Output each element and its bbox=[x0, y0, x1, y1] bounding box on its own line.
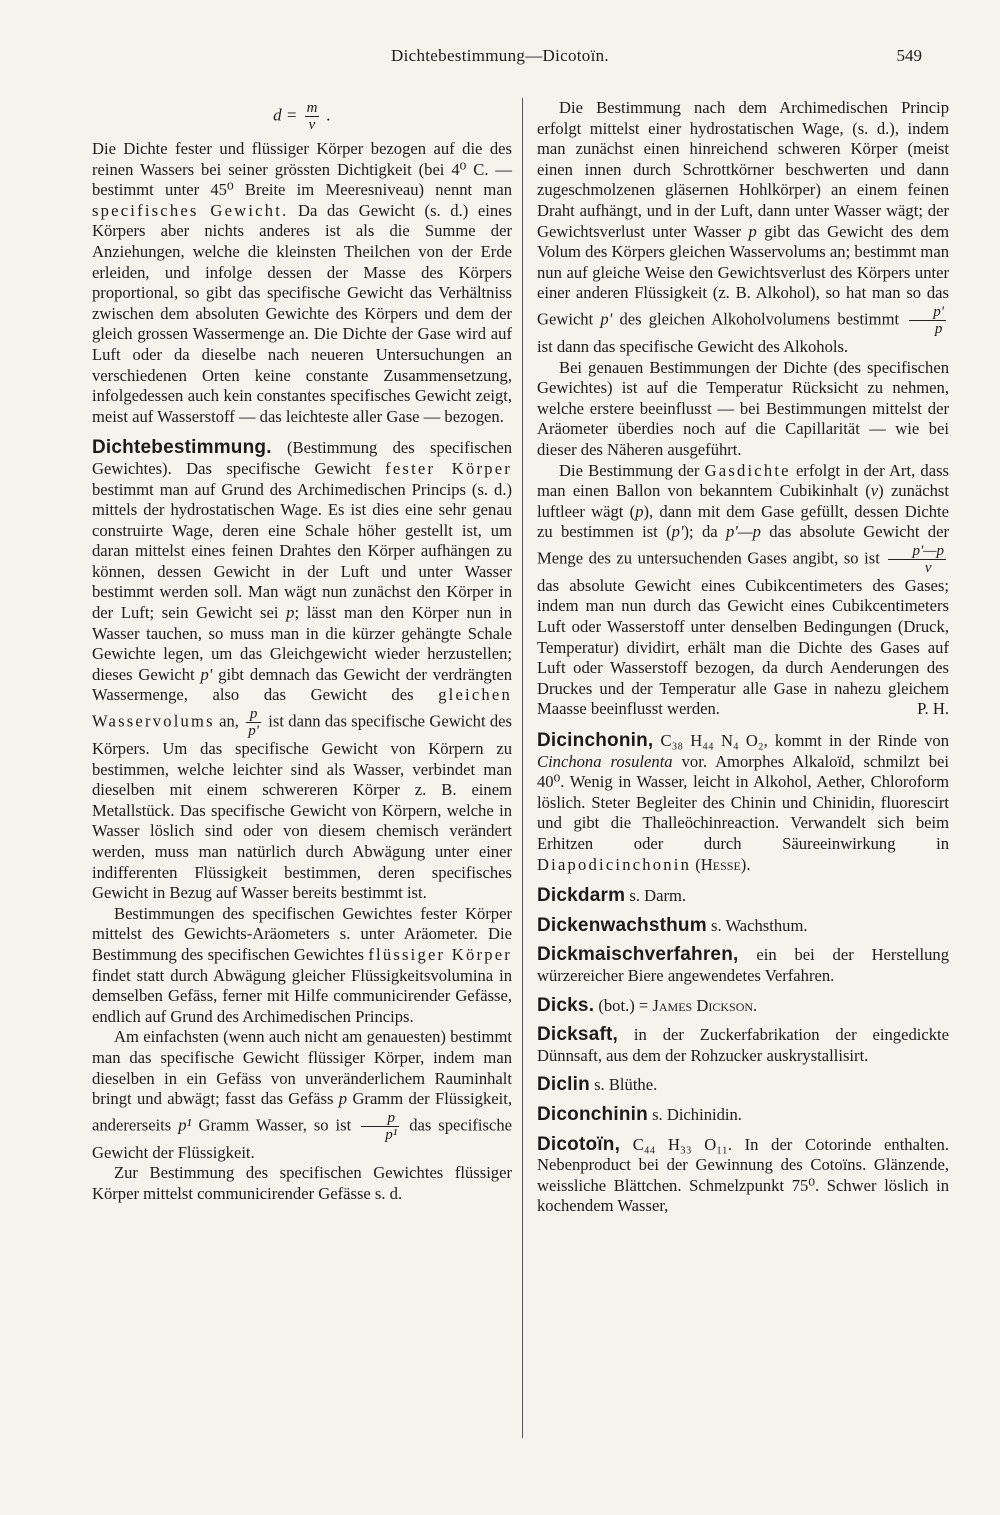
text-run: bestimmt man auf Grund des Archimedischen Princips (s. d.) mittels der hydrostatischen Wage. Es ist dies eine sehr genau construirte Wage, deren eine Schale höher gestellt ist, um daran mittelst eines feinen Drahtes den Körper aufhängen zu können, dessen Gewicht in der Luft und unter Wasser bestimmt werden soll. Man wägt nun zunächst den Körper in der Luft; sein Gewicht sei bbox=[92, 479, 512, 623]
text-run: erfolgt in der Art, dass man einen Ballon von bekanntem Cubikinhalt ( bbox=[537, 460, 949, 501]
text-run: Die Bestimmung nach dem Archimedischen Princip erfolgt mittelst einer hydrostatischen Wage, (s. d.), indem man zunächst einen hinreichend schweren Körper (meist einen innen durch Schrottkörner beschwerten und dann zugeschmolzenen gläsernen Hohlkörper) an einem feinen Draht aufhängt, und in der Luft, dann unter Wasser wägt; der Gewichtsverlust unter Wasser bbox=[537, 98, 949, 241]
text-run: Bestimmungen des specifischen Gewichtes fester Körper mittelst des Gewichts-Aräometers s. unter Aräometer. Die Bestimmung des specifischen Gewichtes bbox=[92, 903, 512, 964]
author-signature: P. H. bbox=[917, 699, 949, 719]
headword: Dickdarm bbox=[537, 885, 626, 907]
text-run: findet statt durch Abwägung gleicher Flüssigkeitsvolumina in demselben Gefäss, ferner mit Hilfe communicirender Gefässe, endlich auf Grund des Archimedischen Princips. bbox=[92, 965, 512, 1026]
text-run: das specifische Gewicht der Flüssigkeit. bbox=[92, 1115, 513, 1162]
paragraph-simplest-method bbox=[92, 1027, 512, 1163]
text-run: das absolute Gewicht eines Cubikcentimeters des Gases; indem man nun durch das Gewicht eines Cubikcentimeters Luft oder Wasserstoff unter denselben Bedingungen (Druck, Temperatur) dividirt, erhält man die Dichte des Gases auf Luft oder Wasserstoff bezogen, da durch Aenderungen des Druckes und der Temperatur alle Gase in nahezu gleichem Maasse beeinflusst werden. bbox=[537, 575, 949, 719]
text-run: kommt in der Rinde von bbox=[774, 731, 949, 751]
entry-diclin bbox=[537, 1075, 949, 1096]
fraction-numerator: p'—p bbox=[888, 543, 946, 560]
paragraph-temperature: Bei genauen Bestimmungen der Dichte (des specifischen Gewichtes) ist auf die Temperatur Rücksicht zu nehmen, welche erstere beeinflusst — bei Bestimmungen mittelst der Aräometer überdies noch auf die Capillarität — wie bei dieser des Näheren ausgeführt. bbox=[537, 357, 949, 459]
headword: Diclin bbox=[537, 1074, 590, 1096]
text-run: ) zunächst luftleer wägt ( bbox=[537, 481, 949, 521]
chemical-formula: C₃₈ H₄₄ N₄ O₂, bbox=[660, 731, 768, 751]
spaced-term: fester Körper bbox=[385, 458, 512, 478]
cross-reference: s. Wachsthum. bbox=[710, 915, 808, 935]
fraction-denominator: p¹ bbox=[385, 1126, 398, 1143]
variable: p¹ bbox=[178, 1115, 192, 1135]
inline-fraction bbox=[909, 304, 946, 337]
text-run: Die Bestimmung der bbox=[559, 460, 700, 480]
entry-dicotoin bbox=[537, 1135, 949, 1217]
cross-reference: s. Blüthe. bbox=[594, 1075, 658, 1095]
text-run: ). bbox=[740, 854, 751, 874]
formula-end: . bbox=[326, 105, 331, 125]
entry-diconchinin bbox=[537, 1105, 949, 1126]
paragraph-density-definition bbox=[92, 139, 512, 427]
inline-fraction bbox=[361, 1110, 399, 1143]
running-title: Dichtebestimmung—Dicotoïn. bbox=[391, 46, 609, 65]
inline-fraction bbox=[888, 543, 946, 576]
density-formula bbox=[92, 100, 512, 133]
fraction-numerator: p bbox=[246, 706, 261, 723]
text-run: Am einfachsten (wenn auch nicht am genauesten) bestimmt man das specifische Gewicht flüssiger Körper, indem man dieselben in ein Gefäss von unveränderlichem Rauminhalt bringt und abwägt; fasst das Gefäss bbox=[92, 1027, 512, 1109]
headword: Dicinchonin, bbox=[537, 730, 654, 752]
text-run: ein bei der Herstellung würzereicher Biere angewendetes Verfahren. bbox=[537, 945, 949, 985]
formula-fraction bbox=[305, 100, 320, 133]
text-run: das absolute Gewicht der Menge des zu untersuchenden Gases angibt, so ist bbox=[537, 522, 949, 568]
text-run: ( bbox=[695, 854, 701, 874]
entry-dickenwachsthum bbox=[537, 916, 949, 937]
spaced-term: Diapodicinchonin bbox=[537, 854, 692, 874]
text-run: Da das Gewicht (s. d.) eines Körpers aber nichts anderes ist als die Summe der Anziehungen, welche die kleinsten Theilchen von der Erde erleiden, und infolge dessen der Masse des Körpers proportional, so gibt das specifische Gewicht das Verhältniss zwischen dem absoluten Gewichte des Körpers und dem der gleich grossen Wassermenge an. Die Dichte der Gase wird auf Luft oder da dieselbe nach neueren Untersuchungen an verschiedenen Orten keine constante Zusammensetzung, infolgedessen auch kein constantes specifisches Gewicht zeigt, meist auf Wasserstoff — das leichteste aller Gase — bezogen. bbox=[92, 200, 513, 426]
text-run: des gleichen Alkoholvolumens bestimmt bbox=[619, 309, 900, 329]
spaced-term: Gasdichte bbox=[704, 460, 791, 480]
text-run: Die Dichte fester und flüssiger Körper bezogen auf die des reinen Wassers bei seiner grössten Dichtigkeit (bei 4⁰ C. — bestimmt unter 45⁰ Breite im Meeresniveau) nennt man bbox=[92, 139, 512, 200]
running-header bbox=[0, 46, 1000, 76]
inline-fraction bbox=[246, 706, 261, 739]
fraction-numerator: p bbox=[361, 1110, 399, 1127]
entry-dichtebestimmung bbox=[92, 438, 512, 903]
column-divider bbox=[522, 98, 523, 1438]
author-name: James Dickson. bbox=[652, 995, 758, 1015]
headword: Dickenwachsthum bbox=[537, 914, 707, 936]
text-run: Gramm der Flüssigkeit, andererseits bbox=[92, 1089, 512, 1135]
fraction-denominator: p' bbox=[248, 723, 259, 740]
text-run: an, bbox=[219, 711, 239, 731]
text-run: ), dann mit dem Gase gefüllt, dessen Dichte zu bestimmen ist ( bbox=[537, 501, 949, 542]
entry-dicksaft bbox=[537, 1025, 949, 1066]
formula-denominator: v bbox=[308, 117, 316, 133]
headword: Dichtebestimmung. bbox=[92, 437, 272, 459]
variable: p bbox=[286, 603, 295, 623]
headword: Dicotoïn, bbox=[537, 1133, 621, 1155]
text-run: In der Cotorinde enthalten. Nebenproduct bei der Gewinnung des Cotoïns. Glänzende, weissliche Blättchen. Schmelzpunkt 75⁰. Schwer löslich in kochendem Wasser, bbox=[537, 1134, 949, 1216]
entry-dickmaischverfahren bbox=[537, 945, 949, 986]
species-name: Cinchona rosulenta bbox=[537, 751, 673, 771]
variable: p' bbox=[671, 522, 684, 542]
variable: p bbox=[748, 221, 757, 241]
headword: Dicksaft, bbox=[537, 1024, 619, 1046]
entry-dicinchonin bbox=[537, 731, 949, 875]
text-run: ; lässt man den Körper nun in Wasser tauchen, so muss man in die kürzer gehängte Schale Gewichte legen, um das Gleichgewicht wieder herzustellen; dieses Gewicht bbox=[92, 603, 512, 684]
text-run: ist dann das specifische Gewicht des Alkohols. bbox=[537, 336, 849, 356]
spaced-term: flüssiger Körper bbox=[368, 944, 512, 964]
fraction-denominator: p bbox=[934, 320, 943, 337]
entry-dickdarm bbox=[537, 886, 949, 907]
headword: Dicks. bbox=[537, 994, 595, 1016]
text-run: in der Zuckerfabrikation der eingedickte Dünnsaft, aus dem der Rohzucker auskrystallisirt. bbox=[537, 1025, 949, 1065]
spaced-term: specifisches Gewicht. bbox=[92, 200, 289, 220]
page-number: 549 bbox=[896, 46, 922, 65]
headword: Dickmaischverfahren, bbox=[537, 944, 739, 966]
formula-numerator: m bbox=[306, 100, 318, 116]
chemical-formula: C₄₄ H₃₃ O₁₁. bbox=[632, 1134, 732, 1154]
left-column bbox=[92, 98, 512, 1205]
variable: p bbox=[338, 1089, 348, 1109]
text-run: gibt demnach das Gewicht der verdrängten Wassermenge, also das Gewicht des bbox=[92, 664, 512, 705]
paragraph-aeraeometer bbox=[92, 904, 512, 1028]
text-run: vor. Amorphes Alkaloïd, schmilzt bei 40⁰. Wenig in Wasser, leicht in Alkohol, Aether, Chloroform löslich. Steter Begleiter des Chinin und Chinidin, fluorescirt und gibt die Thalleöchinreaction. Verwandelt sich beim Erhitzen oder durch Säureeinwirkung in bbox=[537, 751, 949, 853]
entry-dicks bbox=[537, 996, 949, 1017]
paragraph-archimedes bbox=[537, 98, 949, 358]
cross-reference: s. Darm. bbox=[629, 886, 687, 906]
text-run: (bot.) = bbox=[598, 995, 649, 1015]
text-run: gibt das Gewicht des dem Volum des Körpers gleichen Wasservolums an; bestimmt man nun auf gleiche Weise den Gewichtsverlust des Körpers unter einer anderen Flüssigkeit (z. B. Alkohol), so hat man so das Gewicht bbox=[537, 221, 949, 329]
variable: p' bbox=[600, 309, 613, 329]
variable: p'—p bbox=[725, 522, 761, 542]
fraction-denominator: v bbox=[924, 559, 932, 576]
spaced-term: gleichen Wasservolums bbox=[92, 685, 512, 731]
author-name: Hesse bbox=[700, 854, 741, 874]
right-column bbox=[537, 98, 949, 1217]
fraction-numerator: p' bbox=[909, 304, 946, 321]
paragraph-communicating-vessels: Zur Bestimmung des specifischen Gewichtes flüssiger Körper mittelst communicirender Gefässe s. d. bbox=[92, 1163, 512, 1203]
text-run: (Bestimmung des specifischen Gewichtes). Das specifische Gewicht bbox=[92, 438, 512, 478]
variable: p' bbox=[200, 664, 213, 684]
cross-reference: s. Dichinidin. bbox=[652, 1104, 742, 1124]
paragraph-gas-density bbox=[537, 461, 949, 721]
variable: p bbox=[635, 501, 644, 521]
text-run: ); da bbox=[683, 522, 718, 542]
formula-lhs: d = bbox=[273, 105, 298, 125]
text-run: ist dann das specifische Gewicht des Körpers. Um das specifische Gewicht von Körpern zu bestimmen, welche leichter sind als Wasser, verbindet man dieselben mit einem schwereren Körper z. B. einem Metallstück. Das specifische Gewicht von Körpern, welche in Wasser löslich sind oder von diesem chemisch verändert werden, muss man natürlich durch Abwägung unter einer indifferenten Flüssigkeit bestimmen, deren specifisches Gewicht in Bezug auf Wasser bereits bestimmt ist. bbox=[92, 711, 512, 903]
headword: Diconchinin bbox=[537, 1103, 648, 1125]
text-run: Gramm Wasser, so ist bbox=[198, 1115, 352, 1135]
variable: v bbox=[870, 481, 879, 501]
